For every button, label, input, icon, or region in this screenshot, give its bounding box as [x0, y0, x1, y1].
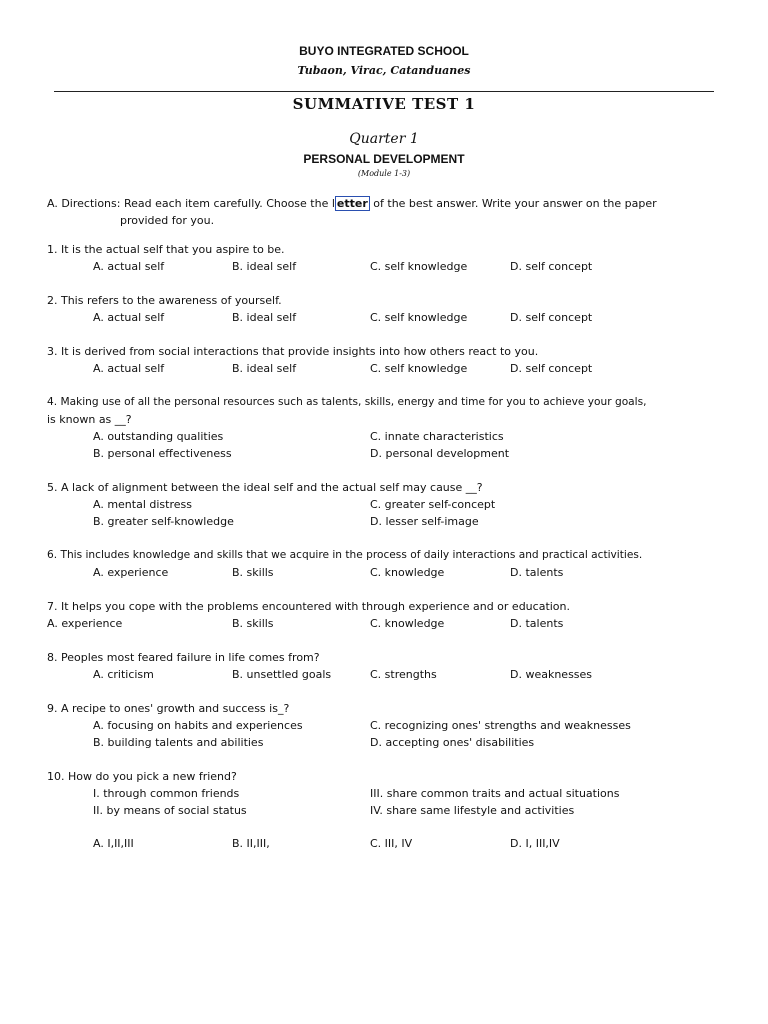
q8-option-c: C. strengths: [370, 668, 437, 681]
q1-option-c: C. self knowledge: [370, 260, 468, 273]
q5-option-d: D. lesser self-image: [370, 515, 479, 528]
q9-option-d: D. accepting ones' disabilities: [370, 736, 535, 749]
q7-option-d: D. talents: [510, 617, 564, 630]
q1-option-d: D. self concept: [510, 260, 593, 273]
q7-option-c: C. knowledge: [370, 617, 445, 630]
question-2: 2. This refers to the awareness of yourself.: [47, 294, 282, 307]
directions-highlight: etter: [336, 197, 368, 210]
question-10: 10. How do you pick a new friend?: [47, 770, 237, 783]
q10-statement-4: IV. share same lifestyle and activities: [370, 804, 575, 817]
subject-title: PERSONAL DEVELOPMENT: [303, 152, 465, 166]
question-1: 1. It is the actual self that you aspire to be.: [47, 243, 285, 256]
q5-option-b: B. greater self-knowledge: [93, 515, 234, 528]
q4-option-a: A. outstanding qualities: [93, 430, 224, 443]
q4-option-b: B. personal effectiveness: [93, 447, 232, 460]
q8-option-a: A. criticism: [93, 668, 154, 681]
q10-statement-1: I. through common friends: [93, 787, 240, 800]
q1-option-b: B. ideal self: [232, 260, 297, 273]
question-7: 7. It helps you cope with the problems encountered with through experience and or education.: [47, 600, 571, 613]
q6-option-c: C. knowledge: [370, 566, 445, 579]
q8-option-b: B. unsettled goals: [232, 668, 332, 681]
q10-option-b: B. II,III,: [232, 837, 270, 850]
q3-option-d: D. self concept: [510, 362, 593, 375]
school-name: BUYO INTEGRATED SCHOOL: [299, 44, 469, 58]
q2-option-b: B. ideal self: [232, 311, 297, 324]
q5-option-a: A. mental distress: [93, 498, 192, 511]
module-range: (Module 1-3): [357, 169, 411, 178]
q2-option-d: D. self concept: [510, 311, 593, 324]
q9-option-b: B. building talents and abilities: [93, 736, 264, 749]
directions-line-2: provided for you.: [120, 214, 215, 227]
test-title: SUMMATIVE TEST 1: [292, 95, 476, 113]
directions-text-a: A. Directions: Read each item carefully. Choose the l: [47, 197, 335, 210]
q4-option-d: D. personal development: [370, 447, 510, 460]
question-4: 4. Making use of all the personal resources such as talents, skills, energy and time for you to achieve your goals,: [47, 396, 647, 408]
q9-option-c: C. recognizing ones' strengths and weaknesses: [370, 719, 631, 732]
question-4-continued: is known as __?: [47, 413, 132, 426]
q3-option-c: C. self knowledge: [370, 362, 468, 375]
q4-option-c: C. innate characteristics: [370, 430, 504, 443]
directions-line-1: [47, 197, 657, 210]
directions-text-b: of the best answer. Write your answer on the paper: [369, 197, 657, 210]
q10-option-c: C. III, IV: [370, 837, 413, 850]
q1-option-a: A. actual self: [93, 260, 165, 273]
header-divider: [54, 91, 714, 92]
q6-option-b: B. skills: [232, 566, 274, 579]
question-8: 8. Peoples most feared failure in life comes from?: [47, 651, 320, 664]
question-9: 9. A recipe to ones' growth and success is_?: [47, 702, 290, 715]
q7-option-a: A. experience: [47, 617, 123, 630]
q10-statement-3: III. share common traits and actual situations: [370, 787, 620, 800]
q3-option-a: A. actual self: [93, 362, 165, 375]
q2-option-c: C. self knowledge: [370, 311, 468, 324]
q6-option-a: A. experience: [93, 566, 169, 579]
q8-option-d: D. weaknesses: [510, 668, 593, 681]
q6-option-d: D. talents: [510, 566, 564, 579]
q9-option-a: A. focusing on habits and experiences: [93, 719, 303, 732]
school-address: Tubaon, Virac, Catanduanes: [297, 64, 471, 77]
q5-option-c: C. greater self-concept: [370, 498, 496, 511]
q2-option-a: A. actual self: [93, 311, 165, 324]
q3-option-b: B. ideal self: [232, 362, 297, 375]
q10-option-d: D. I, III,IV: [510, 837, 560, 850]
question-6: 6. This includes knowledge and skills that we acquire in the process of daily interactions and practical activities.: [47, 549, 643, 561]
question-5: 5. A lack of alignment between the ideal self and the actual self may cause __?: [47, 481, 483, 494]
q10-statement-2: II. by means of social status: [93, 804, 247, 817]
quarter-label: Quarter 1: [349, 131, 419, 147]
q10-option-a: A. I,II,III: [93, 837, 134, 850]
q7-option-b: B. skills: [232, 617, 274, 630]
question-3: 3. It is derived from social interactions that provide insights into how others react to you.: [47, 345, 539, 358]
